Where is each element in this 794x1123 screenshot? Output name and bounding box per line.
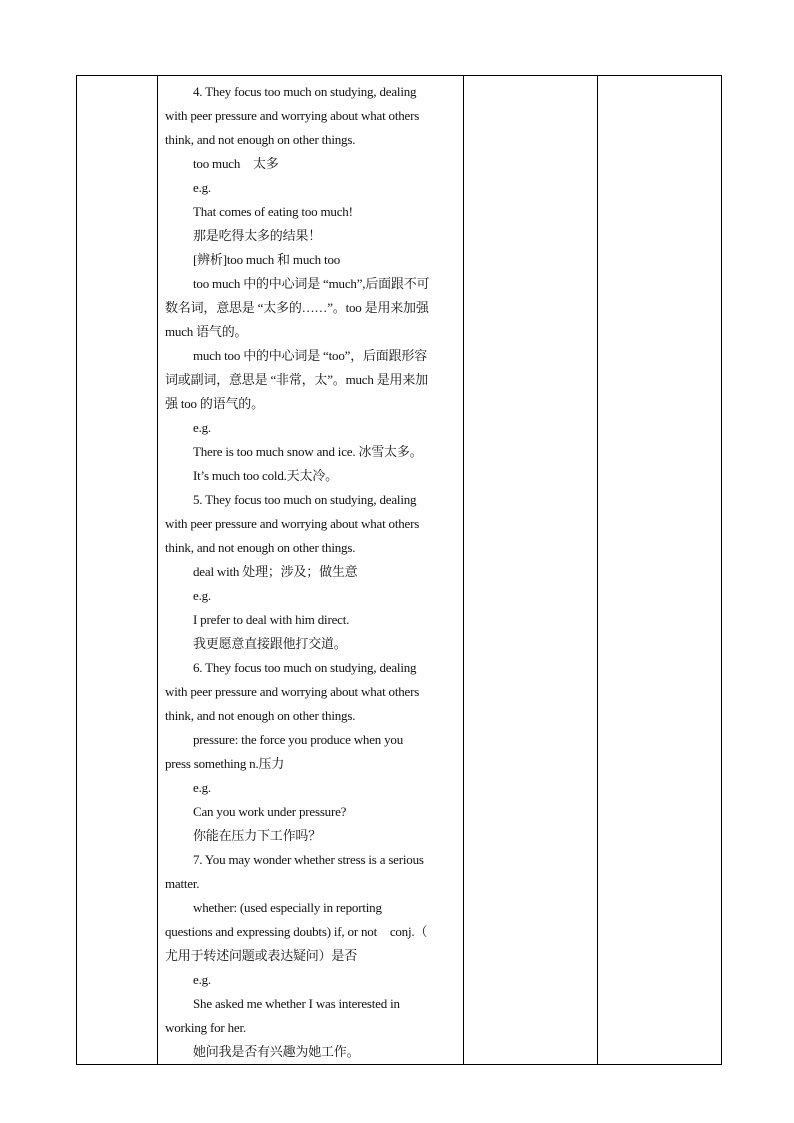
text-line: with peer pressure and worrying about what others xyxy=(165,516,420,531)
text-line: matter. xyxy=(165,876,200,891)
text-line: with peer pressure and worrying about what others xyxy=(165,108,420,123)
text-line: e.g. xyxy=(193,180,211,195)
text-line: whether: (used especially in reporting xyxy=(193,900,382,915)
text-line: much 语气的。 xyxy=(165,324,248,339)
text-line: pressure: the force you produce when you xyxy=(193,732,404,747)
text-line: It’s much too cold.天太冷。 xyxy=(193,468,338,483)
text-line: There is too much snow and ice. 冰雪太多。 xyxy=(193,444,423,459)
text-line: 她问我是否有兴趣为她工作。 xyxy=(193,1044,360,1059)
text-line: She asked me whether I was interested in xyxy=(193,996,400,1011)
text-line: 我更愿意直接跟他打交道。 xyxy=(193,636,347,651)
text-line: too much 太多 xyxy=(193,156,279,171)
text-line: deal with 处理；涉及；做生意 xyxy=(193,564,358,579)
text-line: with peer pressure and worrying about what others xyxy=(165,684,420,699)
text-line: 7. You may wonder whether stress is a serious xyxy=(193,852,424,867)
text-line: working for her. xyxy=(165,1020,246,1035)
empty-cell-left xyxy=(77,76,158,1065)
text-line: think, and not enough on other things. xyxy=(165,132,356,147)
content-lines xyxy=(158,76,463,1064)
text-line: 6. They focus too much on studying, dealing xyxy=(193,660,417,675)
text-line: Can you work under pressure? xyxy=(193,804,347,819)
text-line: e.g. xyxy=(193,420,211,435)
text-line: 词或副词，意思是 “非常，太”。much 是用来加 xyxy=(165,372,428,387)
text-line: too much 中的中心词是 “much”,后面跟不可 xyxy=(193,276,430,291)
content-cell xyxy=(158,76,464,1065)
text-line: e.g. xyxy=(193,780,211,795)
lesson-table xyxy=(76,75,722,1065)
text-line: I prefer to deal with him direct. xyxy=(193,612,350,627)
text-line: That comes of eating too much! xyxy=(193,204,353,219)
text-line: e.g. xyxy=(193,588,211,603)
text-line: 尤用于转述问题或表达疑问）是否 xyxy=(165,948,358,963)
text-line: think, and not enough on other things. xyxy=(165,708,356,723)
text-line: press something n.压力 xyxy=(165,756,285,771)
table-row xyxy=(77,76,722,1065)
text-line: [辨析]too much 和 much too xyxy=(193,252,341,267)
text-line: 强 too 的语气的。 xyxy=(165,396,264,411)
text-line: 5. They focus too much on studying, dealing xyxy=(193,492,417,507)
text-line: 那是吃得太多的结果！ xyxy=(193,228,322,243)
empty-cell-right xyxy=(598,76,722,1065)
text-line: e.g. xyxy=(193,972,211,987)
text-line: 数名词，意思是 “太多的……”。too 是用来加强 xyxy=(165,300,429,315)
empty-cell-middle xyxy=(464,76,598,1065)
text-line: 你能在压力下工作吗？ xyxy=(193,828,322,843)
text-line: 4. They focus too much on studying, dealing xyxy=(193,84,417,99)
text-line: questions and expressing doubts) if, or not conj.（ xyxy=(165,924,428,939)
text-line: much too 中的中心词是 “too”，后面跟形容 xyxy=(193,348,427,363)
text-line: think, and not enough on other things. xyxy=(165,540,356,555)
